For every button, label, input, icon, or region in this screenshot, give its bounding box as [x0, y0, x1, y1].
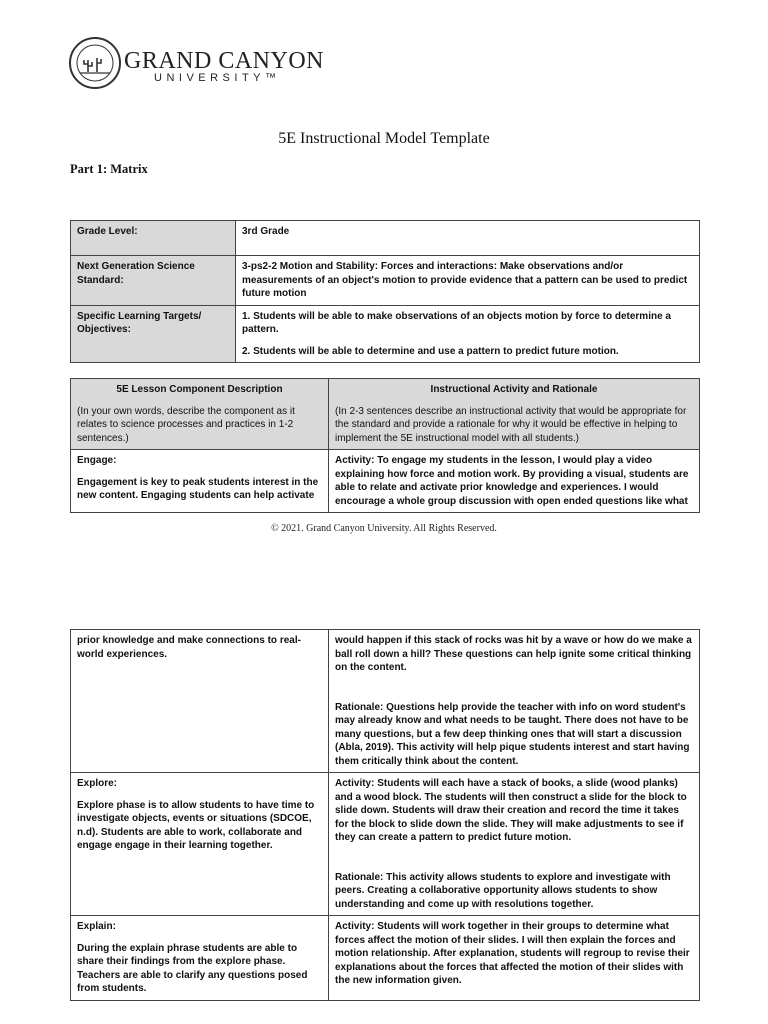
lesson-col2-header: Instructional Activity and Rationale — [430, 384, 598, 395]
engage-label: Engage: — [77, 455, 117, 466]
document-title: 5E Instructional Model Template — [278, 130, 490, 147]
engage-rationale: Rationale: Questions help provide the teacher with info on word student's may already know and what needs to be taught. There does not have to be many questions, but a few deep thinking ones that will start a discussion (Abla, 2019). This activity will help pique students interest and start having them critically think about the content. — [335, 701, 690, 767]
lesson-col1-note: (In your own words, describe the component as it relates to science processes and practices in 1-2 sentences.) — [77, 405, 295, 444]
lesson-table — [70, 378, 700, 513]
table-row — [71, 773, 700, 916]
table-row — [71, 450, 700, 513]
logo-name: GRAND CANYON — [124, 48, 325, 74]
engage-activity: Activity: To engage my students in the lesson, I would play a video explaining how force and motion work. By providing a visual, students are able to relate and activate prior knowledge and experiences. I would encourage a whole group discussion with open ended questions like what — [329, 450, 700, 513]
university-logo — [68, 36, 325, 90]
targets-label: Specific Learning Targets/ Objectives: — [71, 305, 236, 363]
grade-level-label: Grade Level: — [71, 221, 236, 256]
copyright-footer: © 2021. Grand Canyon University. All Rights Reserved. — [271, 523, 497, 534]
engage-cell — [71, 450, 329, 513]
grade-level-value: 3rd Grade — [236, 221, 700, 256]
explain-cell — [71, 916, 329, 1001]
table-row — [71, 379, 700, 450]
explore-rationale: Rationale: This activity allows students to explore and investigate with peers. Creating a collaborative opportunity allows students to show understanding and come up with resolutions together. — [335, 871, 671, 910]
table-row — [71, 221, 700, 256]
standard-label: Next Generation Science Standard: — [71, 256, 236, 306]
target-1: 1. Students will be able to make observations of an objects motion by force to determine a pattern. — [242, 310, 671, 335]
targets-cell — [236, 305, 700, 363]
matrix-table — [70, 220, 700, 363]
standard-value: 3-ps2-2 Motion and Stability: Forces and interactions: Make observations and/or measurements of an object's motion to provide evidence that a pattern can be used to predict future motion — [236, 256, 700, 306]
lesson-table-continued — [70, 629, 700, 1001]
part-heading: Part 1: Matrix — [70, 162, 148, 176]
lesson-col2-note: (In 2-3 sentences describe an instructional activity that would be appropriate for the standard and provide a rationale for why it would be effective in helping to implement the 5E instructional model with all students.) — [335, 405, 687, 444]
engage-desc-continued: prior knowledge and make connections to real-world experiences. — [71, 630, 329, 773]
explore-cell — [71, 773, 329, 916]
lesson-col1-header: 5E Lesson Component Description — [116, 384, 283, 395]
explore-label: Explore: — [77, 778, 118, 789]
engage-activity-continued: would happen if this stack of rocks was hit by a wave or how do we make a ball roll down a hill? These questions can help ignite some critical thinking on the content. — [335, 635, 692, 673]
explain-description: During the explain phrase students are able to share their findings from the explore phase. Teachers are able to clarify any questions posed from students. — [77, 942, 308, 994]
lesson-col2-header-cell — [329, 379, 700, 450]
table-row — [71, 916, 700, 1001]
table-row — [71, 256, 700, 306]
explore-description: Explore phase is to allow students to have time to investigate objects, events or situations (SDCOE, n.d). Students are able to work, collaborate and engage engage in their learning together. — [77, 799, 315, 851]
table-row — [71, 630, 700, 773]
explain-label: Explain: — [77, 921, 116, 932]
engage-description: Engagement is key to peak students interest in the new content. Engaging students can help activate — [77, 476, 319, 501]
explore-activity-cell — [329, 773, 700, 916]
engage-activity-cell-continued — [329, 630, 700, 773]
table-row — [71, 305, 700, 363]
university-seal-icon — [68, 36, 122, 90]
target-2: 2. Students will be able to determine and use a pattern to predict future motion. — [242, 345, 619, 357]
explain-activity: Activity: Students will work together in their groups to determine what forces affect the motion of their slides. I will then explain the forces and motion relationship. After explanation, students will regroup to revise their explanations about the forces that affected the motion of their slides with the new information given. — [329, 916, 700, 1001]
logo-subtitle: UNIVERSITY™ — [154, 72, 281, 84]
lesson-col1-header-cell — [71, 379, 329, 450]
explore-activity: Activity: Students will each have a stack of books, a slide (wood planks) and a wood block. The students will then construct a slide for the block to slide down. Students will draw their creation and record the time it takes for the block to slide down the slide. They will make adjustments to see if they can create a pattern to predict future motion. — [335, 778, 687, 843]
